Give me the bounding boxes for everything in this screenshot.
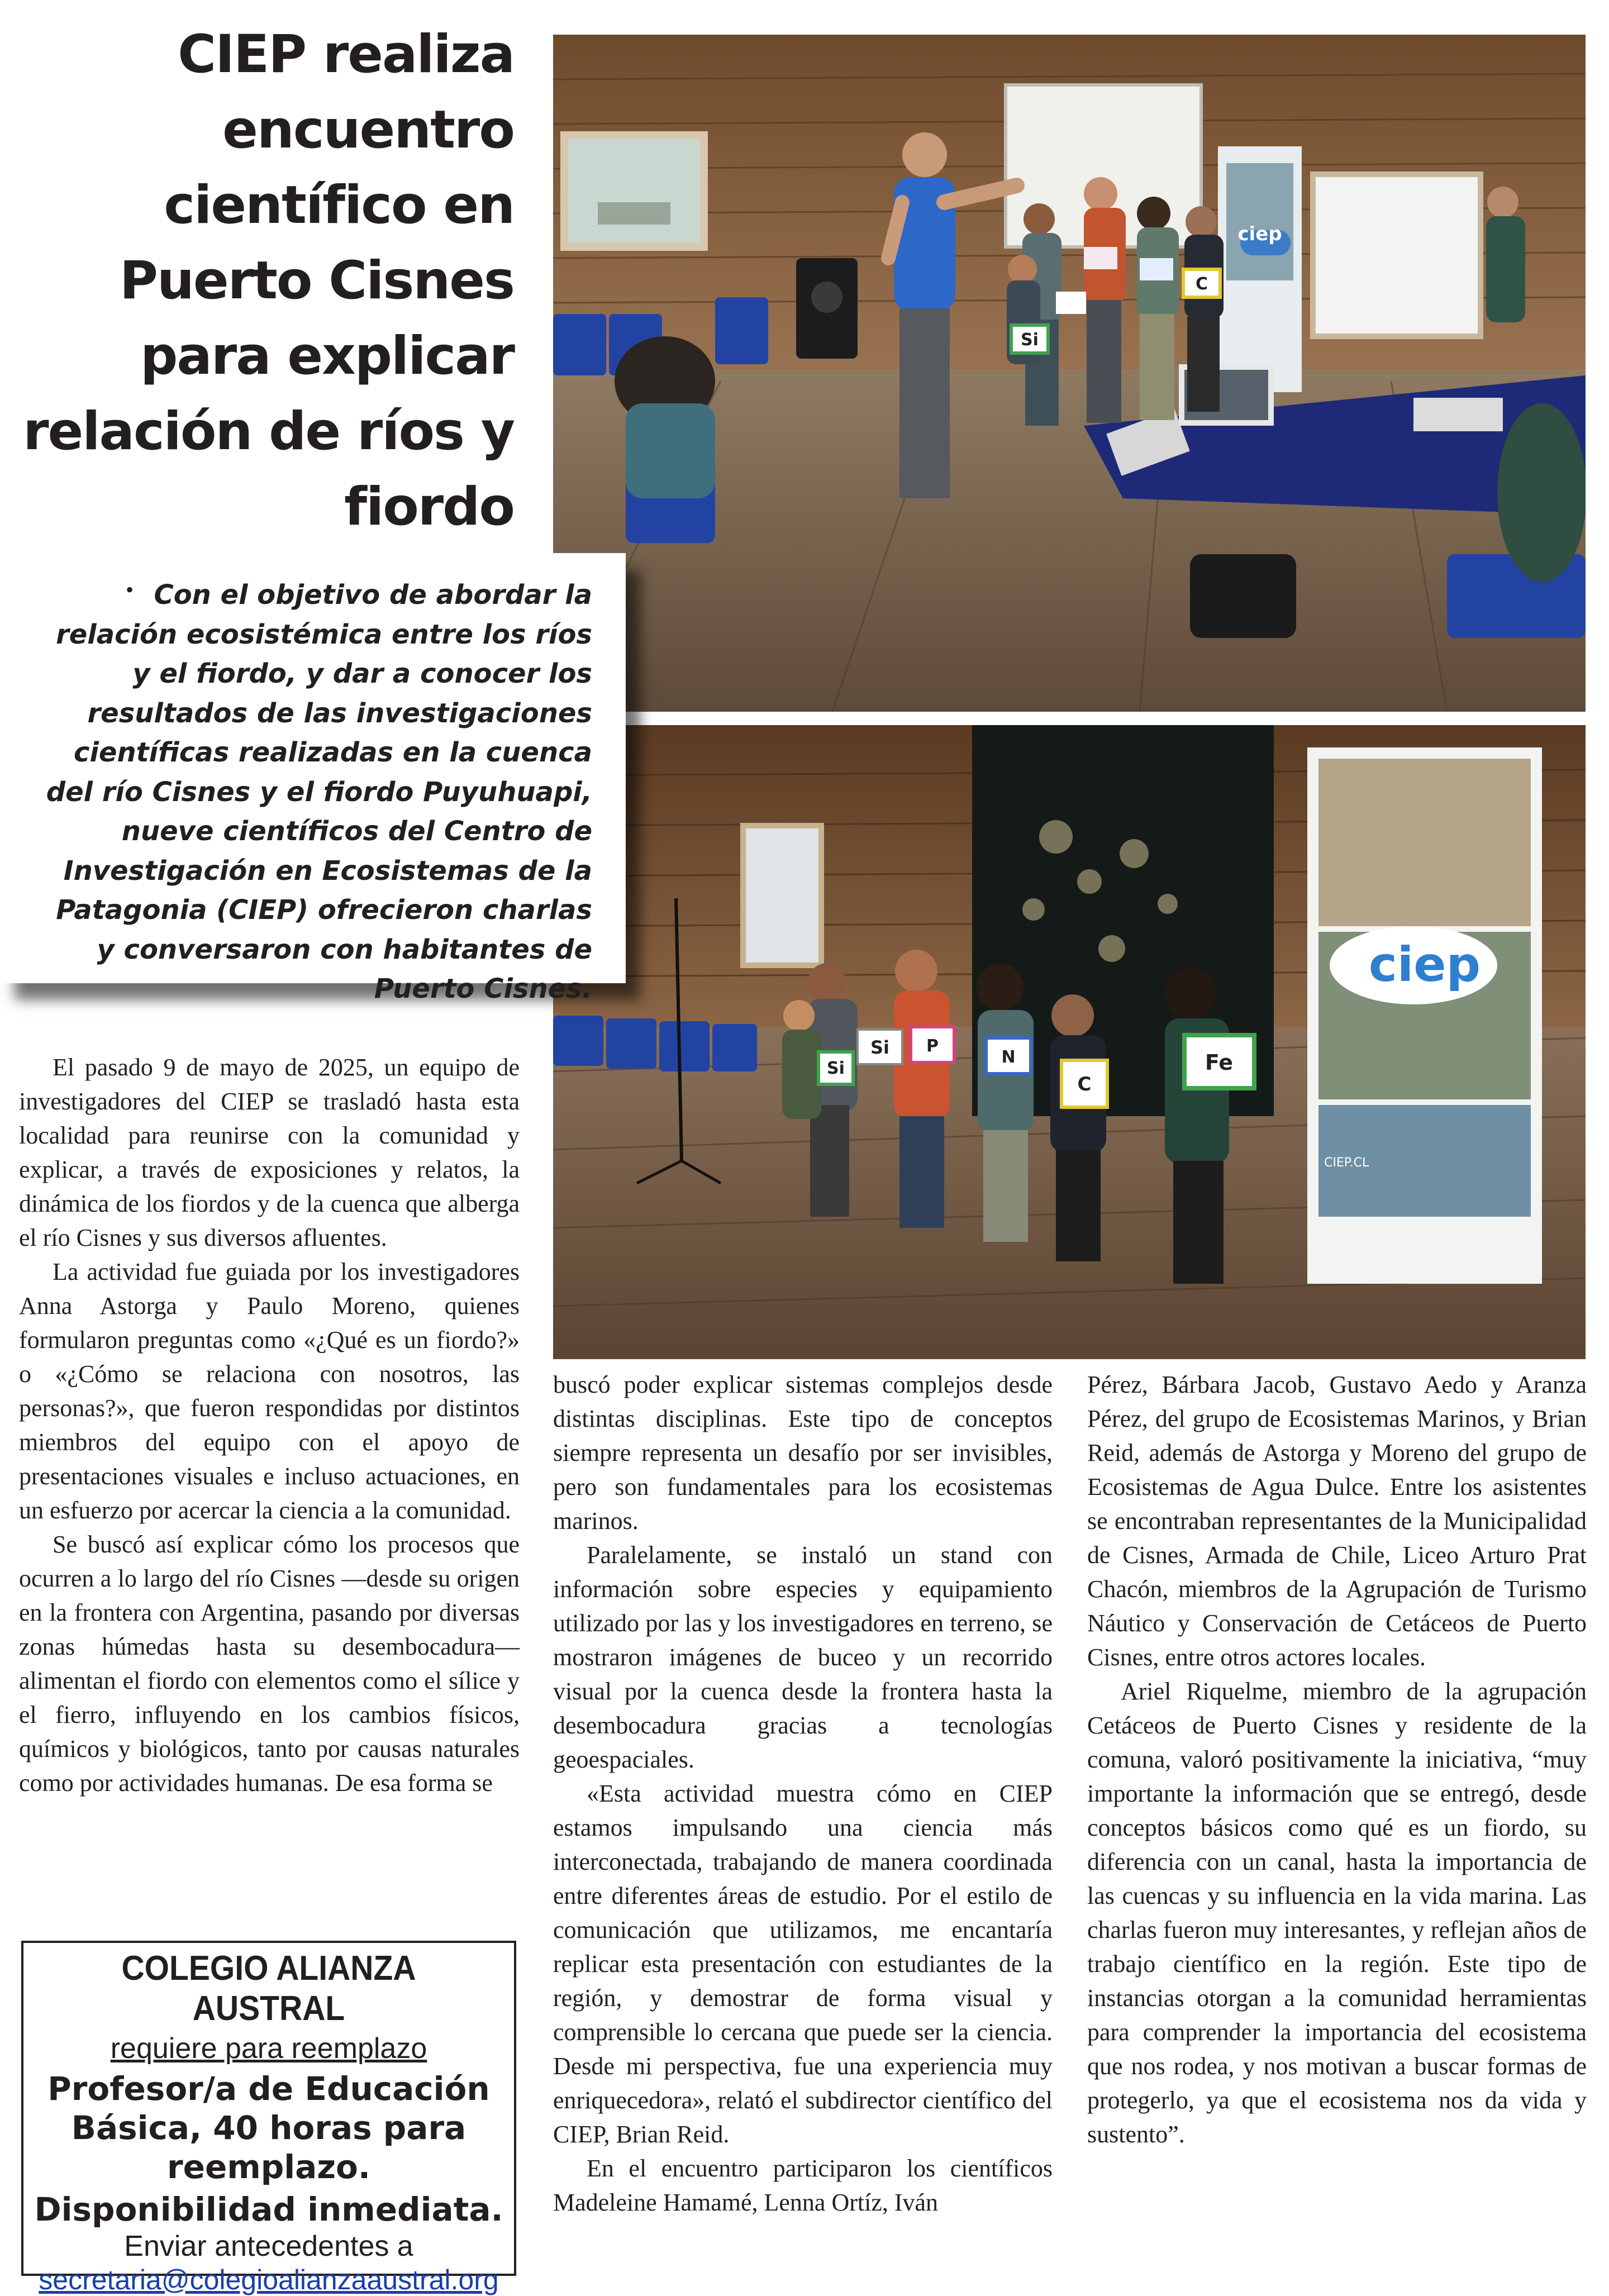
- event-photo-scientists: [553, 725, 1586, 1359]
- job-advertisement: [21, 1941, 516, 2295]
- photo1-label-si: Si: [1021, 330, 1039, 350]
- photo-illustration: [553, 35, 1586, 712]
- ad-school-name: COLEGIO ALIANZA AUSTRAL: [121, 1949, 416, 2028]
- article-paragraph: «Esta actividad muestra cómo en CIEP estamos impulsando una ciencia más interconectada, trabajando de manera coordinada entre diferentes áreas de estudio. Por el estilo de comunicación que utilizamos, me encantaría replicar esta presentación con estudiantes de la región, y demostrar de forma visual y comprensible lo cercana que puede ser la ciencia. Desde mi perspectiva, fue una experiencia muy enriquecedora», relató el subdirector científico del CIEP, Brian Reid.: [553, 1780, 1053, 2148]
- ad-availability: Disponibilidad inmediata.: [34, 2190, 503, 2228]
- article-paragraph: Pérez, Bárbara Jacob, Gustavo Aedo y Aranza Pérez, del grupo de Ecosistemas Marinos, y Brian Reid, además de Astorga y Moreno del grupo de Ecosistemas de Agua Dulce. Entre los asistentes se encontraban representantes de la Municipalidad de Cisnes, Armada de Chile, Liceo Arturo Prat Chacón, miembros de la Agrupación de Turismo Náutico y Conservación de Cetáceos de Puerto Cisnes, entre otros actores locales.: [1087, 1371, 1587, 1671]
- photo1-label-c: C: [1195, 274, 1208, 294]
- event-photo-presenter: [553, 35, 1586, 712]
- photo2-label-si-1: Si: [827, 1059, 845, 1078]
- ad-position: Profesor/a de Educación Básica, 40 horas para reemplazo.: [47, 2070, 490, 2186]
- article-paragraph: La actividad fue guiada por los investigadores Anna Astorga y Paulo Moreno, quienes formularon preguntas como «¿Qué es un fiordo?» o «¿Cómo se relaciona con nosotros, las personas?», que fueron respondidas por distintos miembros del equipo con el apoyo de presentaciones visuales e incluso actuaciones, en un esfuerzo por acercar la ciencia a la comunidad.: [19, 1258, 520, 1524]
- lead-box: [0, 553, 626, 1004]
- photo2-banner-url: CIEP.CL: [1324, 1156, 1369, 1170]
- article-lead: Con el objetivo de abordar la relación ecosistémica entre los ríos y el fiordo, y dar a conocer los resultados de las investigaciones científicas realizadas en la cuenca del río Cisnes y el fiordo Puyuhuapi, nueve científicos del Centro de Investigación en Ecosistemas de la Patagonia (CIEP) ofrecieron charlas y conversaron con habitantes de Puerto Cisnes.: [46, 579, 592, 1004]
- lead-bullet: •: [126, 577, 134, 602]
- article-paragraph: buscó poder explicar sistemas complejos desde distintas disciplinas. Este tipo de conceptos siempre representa un desafío por ser invisibles, pero son fundamentales para los ecosistemas marinos.: [553, 1371, 1053, 1535]
- article-column-1: [19, 1050, 520, 1800]
- article-paragraph: El pasado 9 de mayo de 2025, un equipo de investigadores del CIEP se trasladó hasta esta localidad para reunirse con la comunidad y explicar, a través de exposiciones y relatos, la dinámica de los fiordos y de la cuenca que alberga el río Cisnes y sus diversos afluentes.: [19, 1054, 520, 1251]
- article-column-2: [553, 1368, 1053, 2219]
- article-paragraph: En el encuentro participaron los científicos Madeleine Hamamé, Lenna Ortíz, Iván: [553, 2155, 1053, 2216]
- photo2-banner-logo: ciep: [1368, 937, 1481, 993]
- photo1-banner-logo: ciep: [1237, 223, 1282, 245]
- photo-illustration: [553, 725, 1586, 1359]
- photo2-label-n: N: [1001, 1047, 1016, 1067]
- ad-requires: requiere para reemplazo: [110, 2032, 427, 2065]
- ad-email-link[interactable]: secretaria@colegioalianzaaustral.org: [39, 2264, 499, 2295]
- photo2-label-c: C: [1077, 1073, 1092, 1095]
- ad-send-instructions: Enviar antecedentes a: [124, 2230, 413, 2262]
- photo2-label-p: P: [926, 1036, 939, 1056]
- photo2-label-si-2: Si: [870, 1037, 890, 1058]
- article-paragraph: Se buscó así explicar cómo los procesos que ocurren a lo largo del río Cisnes —desde su origen en la frontera con Argentina, pasando por diversas zonas húmedas hasta su desembocadura— alimentan el fiordo con elementos como el sílice y el fierro, influyendo en los cambios físicos, químicos y biológicos, tanto por causas naturales como por actividades humanas. De esa forma se: [19, 1531, 520, 1797]
- article-headline: CIEP realiza encuentro científico en Puerto Cisnes para explicar relación de ríos y fiordo: [23, 24, 514, 537]
- article-paragraph: Paralelamente, se instaló un stand con información sobre especies y equipamiento utilizado por las y los investigadores en terreno, se mostraron imágenes de buceo y un recorrido visual por la cuenca desde la frontera hasta la desembocadura gracias a tecnologías geoespaciales.: [553, 1541, 1053, 1773]
- article-column-3: [1087, 1368, 1587, 2151]
- photo2-label-fe: Fe: [1205, 1050, 1234, 1075]
- article-paragraph: Ariel Riquelme, miembro de la agrupación Cetáceos de Puerto Cisnes y residente de la comuna, valoró positivamente la iniciativa, “muy importante la información que se entregó, desde conceptos básicos como qué es un fiordo, su diferencia con un canal, hasta la importancia de las cuencas y su influencia en la vida marina. Las charlas fueron muy interesantes, y reflejan años de trabajo científico en la región. Este tipo de instancias otorgan a la comunidad herramientas para comprender la importancia del ecosistema que nos rodea, y nos motivan a buscar formas de protegerlo, ya que el ecosistema nos da vida y sustento”.: [1087, 1678, 1587, 2148]
